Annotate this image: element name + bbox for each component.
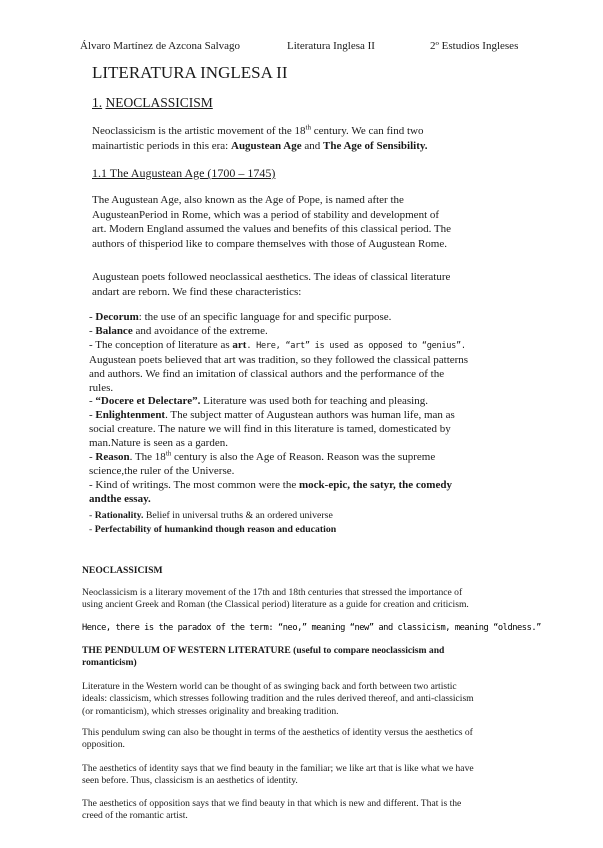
text-line: art. Modern England assumed the values and benefits of this classical period. The (92, 223, 452, 235)
intro-line-2: mainartistic periods in this era: Augustean Age and The Age of Sensibility. (92, 139, 428, 152)
subsection-heading (92, 166, 275, 181)
list-item-balance: - Balance and avoidance of the extreme. (89, 324, 268, 337)
augustean-paragraph (92, 193, 451, 251)
list-item-perfectability: - Perfectability of humankind though reason and education (89, 524, 337, 535)
intro-line-1: Neoclassicism is the artistic movement of the 18th century. We can find two (92, 123, 424, 137)
neoclassicism-heading: NEOCLASSICISM (82, 565, 163, 576)
text-line: andthe essay. (89, 492, 151, 505)
text-line: (or romanticism), which stresses originality and breaking tradition. (82, 705, 339, 717)
page-title: LITERATURA INGLESA II (92, 63, 288, 82)
characteristics-list-extra (89, 509, 336, 537)
text-line: Augustean poets believed that art was tradition, so they followed the classical patterns (89, 353, 469, 366)
text-line: man.Nature is seen as a garden. (89, 437, 228, 450)
section-name: NEOCLASSICISM (105, 95, 213, 110)
text-line: AugusteanPeriod in Rome, which was a period of stability and development of (92, 208, 440, 221)
text-line: Neoclassicism is a literary movement of the 17th and 18th centuries that stressed the importance of (82, 587, 463, 598)
list-item-enlightenment: - Enlightenment. The subject matter of Augustean authors was human life, man as (89, 409, 455, 422)
text-line: social creature. The nature we will find in this literature is tamed, domesticated by (89, 423, 451, 436)
text-line: THE PENDULUM OF WESTERN LITERATURE (useful to compare neoclassicism and (82, 645, 445, 656)
identity-paragraph (82, 763, 474, 788)
text-line: seen before. Thus, classicism is an aesthetics of identity. (82, 775, 298, 787)
neo-paragraph-1 (82, 587, 469, 612)
text-line: The aesthetics of opposition says that we find beauty in that which is new and different. That is the (82, 798, 462, 809)
subsection-name: The Augustean Age (1700 – 1745) (107, 166, 276, 180)
intro-paragraph (92, 124, 428, 153)
pendulum-swing-paragraph (82, 727, 473, 752)
poets-paragraph (92, 270, 450, 299)
text-line: opposition. (82, 739, 125, 751)
text-line: authors of thisperiod like to compare themselves with those of Augustean Rome. (92, 237, 447, 250)
text-line: Literature in the Western world can be thought of as swinging back and forth between two artistic (82, 681, 457, 692)
text-line: romanticism) (82, 657, 137, 669)
characteristics-list (89, 311, 468, 507)
list-item-art: - The conception of literature as art. Here, “art” is used as opposed to “genius”. (89, 338, 466, 351)
text-line: rules. (89, 381, 114, 394)
pendulum-heading (82, 645, 444, 670)
text-line: using ancient Greek and Roman (the Classical period) literature as a guide for creation and criticism. (82, 599, 469, 611)
subsection-number: 1.1 (92, 166, 107, 180)
text-line: ideals: classicism, which stresses following tradition and the rules derived thereof, and anti-classicism (82, 693, 474, 705)
text-line: andart are reborn. We find these characteristics: (92, 285, 302, 298)
pendulum-paragraph (82, 681, 474, 718)
list-item-reason: - Reason. The 18th century is also the Age of Reason. Reason was the supreme (89, 449, 436, 464)
list-item-decorum: - Decorum: the use of an specific language for and specific purpose. (89, 311, 392, 323)
text-line: The Augustean Age, also known as the Age of Pope, is named after the (92, 194, 404, 206)
section-heading (92, 95, 213, 111)
list-item-docere: - “Docere et Delectare”. Literature was used both for teaching and pleasing. (89, 395, 428, 408)
text-line: Augustean poets followed neoclassical aesthetics. The ideas of classical literature (92, 271, 451, 283)
text-line: creed of the romantic artist. (82, 810, 188, 822)
header-program: 2º Estudios Ingleses (430, 40, 519, 52)
text-line: The aesthetics of identity says that we find beauty in the familiar; we like art that is like what we have (82, 763, 474, 774)
header-author: Álvaro Martínez de Azcona Salvago (80, 40, 241, 52)
opposition-paragraph (82, 798, 461, 823)
list-item-kind: - Kind of writings. The most common were the mock-epic, the satyr, the comedy (89, 478, 452, 491)
list-item-rationality: - Rationality. Belief in universal truths & an ordered universe (89, 510, 333, 521)
paradox-line: Hence, there is the paradox of the term: “neo,” meaning “new” and classicism, meaning “oldness.” (82, 623, 541, 633)
text-line: and authors. We find an imitation of classical authors and the performance of the (89, 367, 445, 380)
section-number: 1. (92, 95, 103, 110)
text-line: This pendulum swing can also be thought in terms of the aesthetics of identity versus the aesthetics of (82, 727, 473, 738)
header-course: Literatura Inglesa II (287, 40, 375, 52)
text-line: science,the ruler of the Universe. (89, 464, 235, 477)
